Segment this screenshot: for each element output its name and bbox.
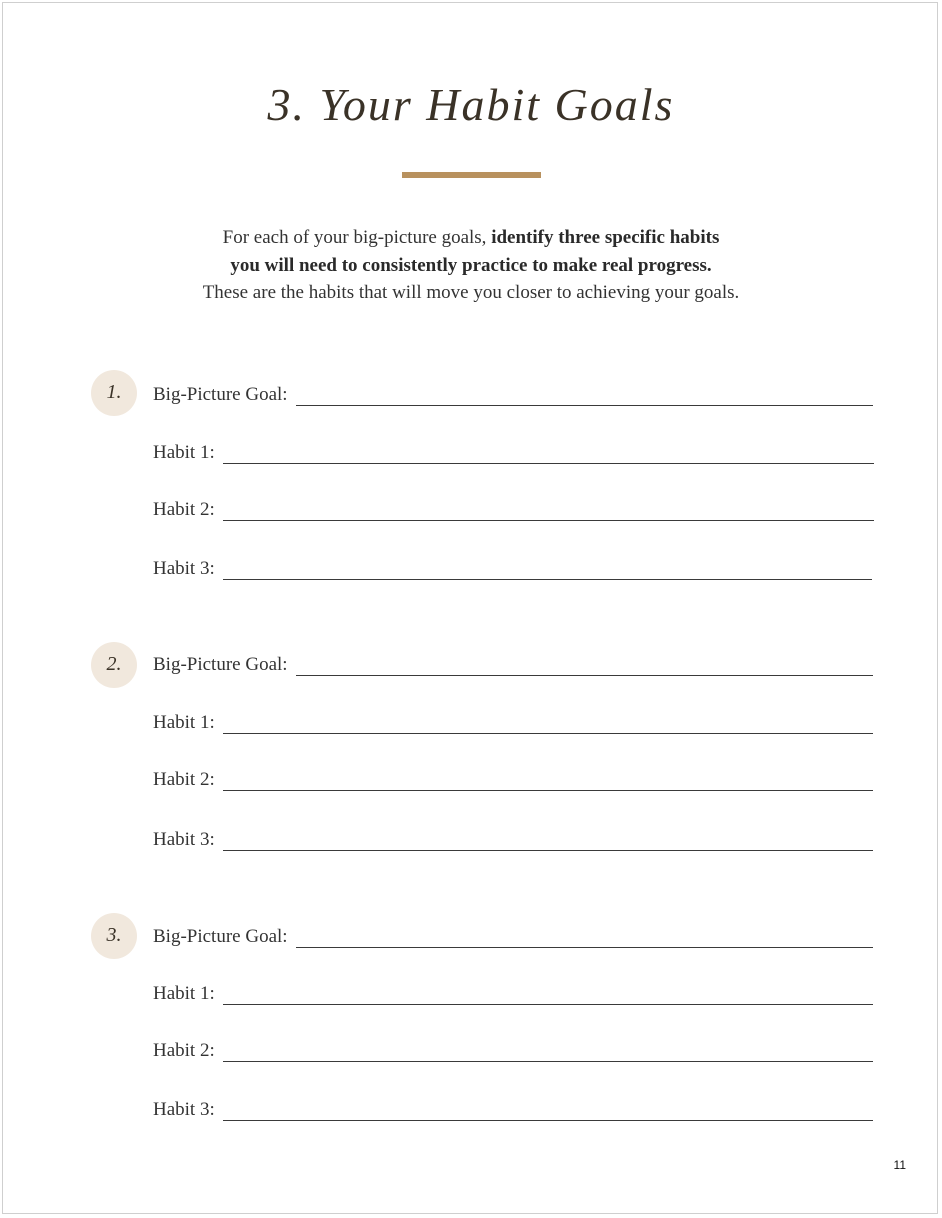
big-picture-goal-label: Big-Picture Goal: (153, 384, 288, 405)
habit-label: Habit 1: (153, 442, 215, 463)
page-number: 11 (893, 1158, 906, 1172)
big-picture-goal-label: Big-Picture Goal: (153, 926, 288, 947)
title-divider (402, 172, 541, 178)
goal-number-badge: 3. (91, 913, 137, 959)
habit-label: Habit 3: (153, 829, 215, 850)
habit-field-1[interactable] (223, 1004, 873, 1005)
habit-label: Habit 2: (153, 499, 215, 520)
habit-field-1[interactable] (223, 733, 873, 734)
big-picture-goal-field[interactable] (296, 675, 873, 676)
big-picture-goal-row (153, 920, 873, 950)
habit-label: Habit 2: (153, 769, 215, 790)
habit-row-1 (153, 977, 873, 1007)
habit-row-1 (153, 436, 874, 466)
habit-field-2[interactable] (223, 790, 873, 791)
habit-field-2[interactable] (223, 1061, 873, 1062)
big-picture-goal-field[interactable] (296, 947, 873, 948)
intro-text-plain-1: For each of your big-picture goals, (222, 227, 492, 248)
habit-row-3 (153, 1093, 873, 1123)
intro-paragraph (120, 224, 822, 307)
goal-number-badge: 1. (91, 370, 137, 416)
habit-row-3 (153, 552, 872, 582)
page-title: 3. Your Habit Goals (267, 79, 675, 130)
habit-field-3[interactable] (223, 579, 872, 580)
habit-label: Habit 3: (153, 1099, 215, 1120)
habit-field-1[interactable] (223, 463, 874, 464)
big-picture-goal-row (153, 378, 873, 408)
goal-number-badge: 2. (91, 642, 137, 688)
intro-text-plain-2: These are the habits that will move you closer to achieving your goals. (202, 282, 740, 303)
intro-text-bold-1: identify three specific habits (491, 227, 720, 248)
goal-section-1 (0, 370, 942, 600)
goal-section-2 (0, 642, 942, 872)
habit-row-2 (153, 493, 874, 523)
habit-field-2[interactable] (223, 520, 874, 521)
goal-section-3 (0, 913, 942, 1143)
habit-row-3 (153, 823, 873, 853)
big-picture-goal-label: Big-Picture Goal: (153, 654, 288, 675)
habit-field-3[interactable] (223, 850, 873, 851)
habit-field-3[interactable] (223, 1120, 873, 1121)
habit-row-1 (153, 706, 873, 736)
habit-label: Habit 1: (153, 983, 215, 1004)
habit-row-2 (153, 1034, 873, 1064)
habit-label: Habit 3: (153, 558, 215, 579)
habit-row-2 (153, 763, 873, 793)
big-picture-goal-field[interactable] (296, 405, 873, 406)
habit-label: Habit 1: (153, 712, 215, 733)
intro-text-bold-2: you will need to consistently practice to make real progress. (230, 254, 712, 276)
habit-label: Habit 2: (153, 1040, 215, 1061)
big-picture-goal-row (153, 648, 873, 678)
